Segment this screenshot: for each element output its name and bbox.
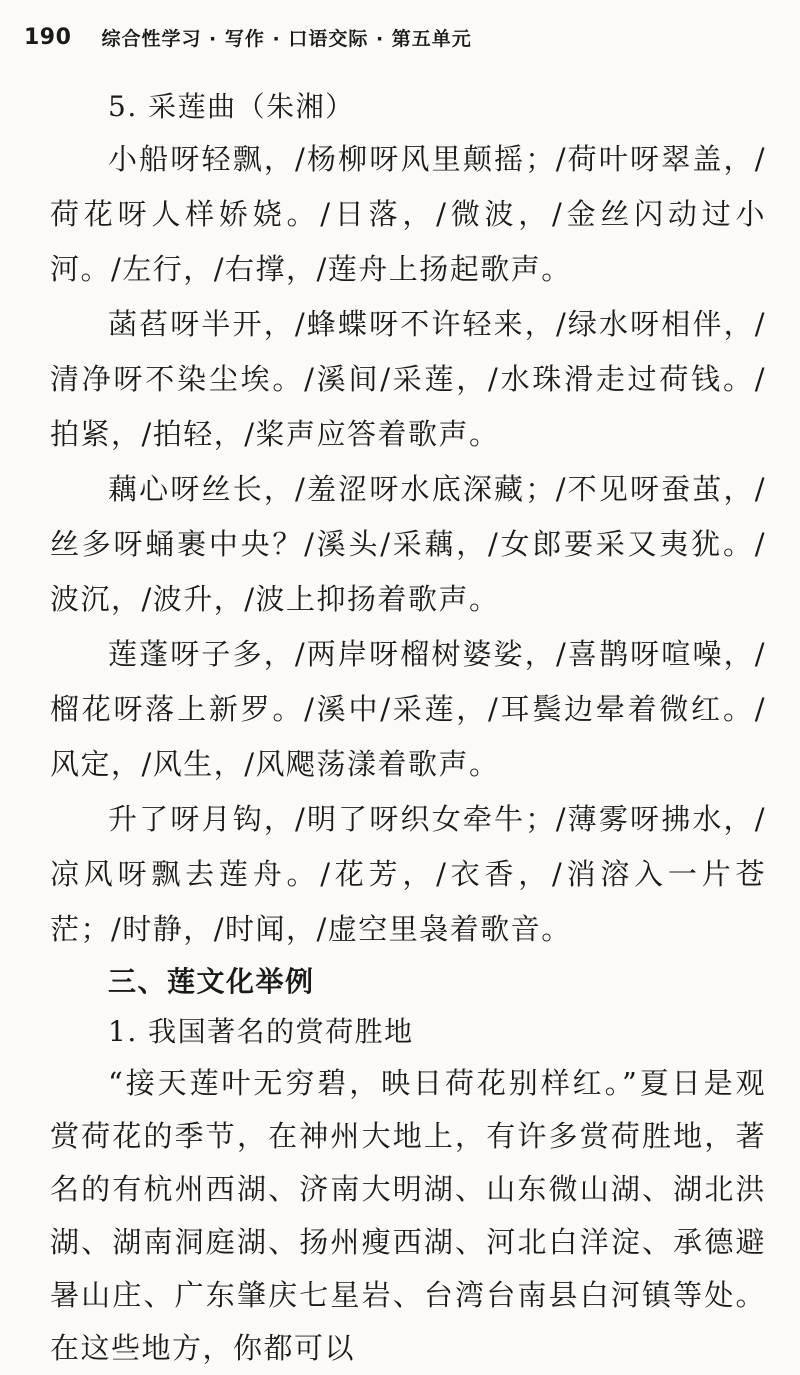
body-paragraph: “接天莲叶无穷碧，映日荷花别样红。”夏日是观赏荷花的季节，在神州大地上，有许多赏荷胜地，著名的有杭州西湖、济南大明湖、山东微山湖、湖北洪湖、湖南洞庭湖、扬州瘦西湖、河北白洋淀、承德避暑山庄、广东肇庆七星岩、台湾台南县白河镇等处。在这些地方，你都可以 bbox=[50, 1066, 766, 1365]
poem-stanza-3: 藕心呀丝长，/羞涩呀水底深藏；/不见呀蚕茧，/丝多呀蛹裹中央？/溪头/采藕，/女郎要采又夷犹。/波沉，/波升，/波上抑扬着歌声。 bbox=[50, 472, 766, 616]
poem-stanza-2: 菡萏呀半开，/蜂蝶呀不许轻来，/绿水呀相伴，/清净呀不染尘埃。/溪间/采莲，/水珠滑走过荷钱。/拍紧，/拍轻，/桨声应答着歌声。 bbox=[50, 307, 766, 451]
page-header bbox=[24, 20, 770, 54]
page-body bbox=[50, 70, 766, 1375]
section-heading: 三、莲文化举例 bbox=[108, 965, 315, 998]
running-head: 综合性学习 · 写作 · 口语交际 · 第五单元 bbox=[101, 27, 472, 50]
poem-stanza-1: 小船呀轻飘，/杨柳呀风里颠摇；/荷叶呀翠盖，/荷花呀人样娇娆。/日落，/微波，/金丝闪动过小河。/左行，/右撑，/莲舟上扬起歌声。 bbox=[50, 142, 766, 286]
page-number: 190 bbox=[24, 24, 72, 50]
subsection-heading: 1. 我国著名的赏荷胜地 bbox=[108, 1015, 414, 1048]
poem-stanza-4: 莲蓬呀子多，/两岸呀榴树婆娑，/喜鹊呀喧噪，/榴花呀落上新罗。/溪中/采莲，/耳鬓边晕着微红。/风定，/风生，/风飔荡漾着歌声。 bbox=[50, 637, 766, 781]
poem-title: 5. 采莲曲（朱湘） bbox=[108, 90, 355, 123]
poem-stanza-5: 升了呀月钩，/明了呀织女牵牛；/薄雾呀拂水，/凉风呀飘去莲舟。/花芳，/衣香，/消溶入一片苍茫；/时静，/时闻，/虚空里袅着歌音。 bbox=[50, 802, 766, 946]
